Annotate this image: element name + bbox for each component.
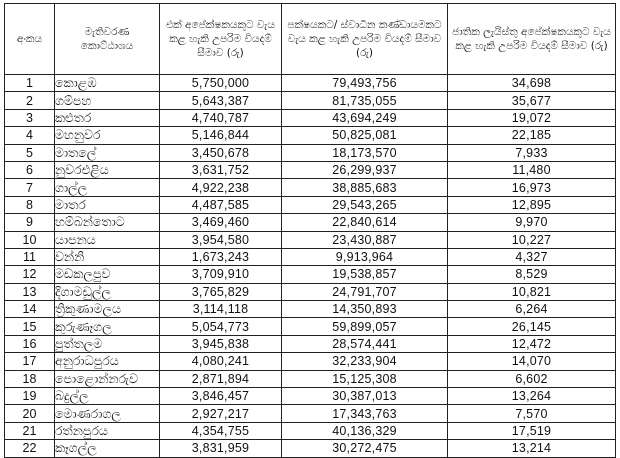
national-list-limit: 26,145: [448, 318, 616, 335]
party-limit: 38,885,683: [282, 179, 448, 196]
party-limit: 81,735,055: [282, 92, 448, 109]
header-party-limit: පක්ෂයකට/ ස්වාධීන කණ්ඩායමකට වැය කළ හැකි උපරිම වියදම් සීමාව (රු): [282, 4, 448, 75]
table-row: [5, 144, 616, 161]
district-name: නුවරඑළිය: [55, 161, 160, 178]
candidate-limit: 1,673,243: [160, 248, 282, 265]
party-limit: 14,350,893: [282, 301, 448, 318]
national-list-limit: 6,602: [448, 370, 616, 387]
district-name: පොළොන්නරුව: [55, 370, 160, 387]
district-name: දිගාමඩුල්ල: [55, 283, 160, 300]
row-number: 11: [5, 248, 55, 265]
district-name: මඩකලපුව: [55, 266, 160, 283]
row-number: 18: [5, 370, 55, 387]
row-number: 13: [5, 283, 55, 300]
table-row: [5, 422, 616, 439]
table-row: [5, 196, 616, 213]
table-row: [5, 127, 616, 144]
party-limit: 40,136,329: [282, 422, 448, 439]
district-name: මහනුවර: [55, 127, 160, 144]
party-limit: 59,899,057: [282, 318, 448, 335]
national-list-limit: 13,264: [448, 388, 616, 405]
candidate-limit: 4,487,585: [160, 196, 282, 213]
candidate-limit: 3,469,460: [160, 214, 282, 231]
party-limit: 30,387,013: [282, 388, 448, 405]
candidate-limit: 3,765,829: [160, 283, 282, 300]
table-row: [5, 214, 616, 231]
candidate-limit: 3,945,838: [160, 335, 282, 352]
candidate-limit: 3,450,678: [160, 144, 282, 161]
candidate-limit: 3,114,118: [160, 301, 282, 318]
table-row: [5, 440, 616, 457]
candidate-limit: 3,831,959: [160, 440, 282, 457]
candidate-limit: 3,631,752: [160, 161, 282, 178]
table-row: [5, 283, 616, 300]
party-limit: 26,299,937: [282, 161, 448, 178]
candidate-limit: 4,740,787: [160, 109, 282, 126]
row-number: 22: [5, 440, 55, 457]
district-name: මාතලේ: [55, 144, 160, 161]
candidate-limit: 4,354,755: [160, 422, 282, 439]
district-name: ගාල්ල: [55, 179, 160, 196]
district-name: පුත්තලම: [55, 335, 160, 352]
candidate-limit: 5,750,000: [160, 75, 282, 92]
district-name: ත්‍රිකුණාමලය: [55, 301, 160, 318]
row-number: 8: [5, 196, 55, 213]
candidate-limit: 4,922,238: [160, 179, 282, 196]
district-name: වන්නි: [55, 248, 160, 265]
national-list-limit: 16,973: [448, 179, 616, 196]
party-limit: 32,233,904: [282, 353, 448, 370]
candidate-limit: 3,954,580: [160, 231, 282, 248]
district-name: රත්නපුරය: [55, 422, 160, 439]
row-number: 16: [5, 335, 55, 352]
national-list-limit: 17,519: [448, 422, 616, 439]
table-row: [5, 75, 616, 92]
national-list-limit: 35,677: [448, 92, 616, 109]
row-number: 14: [5, 301, 55, 318]
national-list-limit: 13,214: [448, 440, 616, 457]
district-name: කුරුණෑගල: [55, 318, 160, 335]
candidate-limit: 5,054,773: [160, 318, 282, 335]
row-number: 7: [5, 179, 55, 196]
table-row: [5, 405, 616, 422]
party-limit: 29,543,265: [282, 196, 448, 213]
party-limit: 9,913,964: [282, 248, 448, 265]
candidate-limit: 3,709,910: [160, 266, 282, 283]
row-number: 4: [5, 127, 55, 144]
table-row: [5, 318, 616, 335]
party-limit: 22,840,614: [282, 214, 448, 231]
national-list-limit: 11,480: [448, 161, 616, 178]
table-row: [5, 335, 616, 352]
table-row: [5, 92, 616, 109]
party-limit: 17,343,763: [282, 405, 448, 422]
candidate-limit: 5,146,844: [160, 127, 282, 144]
party-limit: 24,791,707: [282, 283, 448, 300]
candidate-limit: 4,080,241: [160, 353, 282, 370]
table-row: [5, 370, 616, 387]
table-row: [5, 388, 616, 405]
row-number: 2: [5, 92, 55, 109]
row-number: 6: [5, 161, 55, 178]
document-page: [4, 3, 615, 458]
district-name: මාතර: [55, 196, 160, 213]
party-limit: 18,173,570: [282, 144, 448, 161]
table-row: [5, 353, 616, 370]
district-name: බදුල්ල: [55, 388, 160, 405]
header-district: මැතිවරණ කොට්ඨාශය: [55, 4, 160, 75]
row-number: 1: [5, 75, 55, 92]
row-number: 10: [5, 231, 55, 248]
table-body: [5, 75, 616, 458]
candidate-limit: 2,871,894: [160, 370, 282, 387]
header-candidate-limit: එක් අපේක්ෂකයකුට වැය කළ හැකි උපරිම වියදම් සීමාව (රු): [160, 4, 282, 75]
row-number: 5: [5, 144, 55, 161]
district-name: හම්බන්තොට: [55, 214, 160, 231]
national-list-limit: 7,933: [448, 144, 616, 161]
table-row: [5, 109, 616, 126]
table-row: [5, 301, 616, 318]
national-list-limit: 12,895: [448, 196, 616, 213]
national-list-limit: 10,227: [448, 231, 616, 248]
national-list-limit: 34,698: [448, 75, 616, 92]
row-number: 3: [5, 109, 55, 126]
national-list-limit: 9,970: [448, 214, 616, 231]
table-row: [5, 161, 616, 178]
national-list-limit: 14,070: [448, 353, 616, 370]
candidate-limit: 2,927,217: [160, 405, 282, 422]
table-row: [5, 266, 616, 283]
party-limit: 15,125,308: [282, 370, 448, 387]
candidate-limit: 3,846,457: [160, 388, 282, 405]
party-limit: 50,825,081: [282, 127, 448, 144]
table-row: [5, 231, 616, 248]
district-name: මොණරාගල: [55, 405, 160, 422]
district-name: අනුරාධපුරය: [55, 353, 160, 370]
table-row: [5, 248, 616, 265]
candidate-limit: 5,643,387: [160, 92, 282, 109]
header-row: [5, 4, 616, 75]
row-number: 20: [5, 405, 55, 422]
national-list-limit: 8,529: [448, 266, 616, 283]
header-national-list-limit: ජාතික ලැයිස්තු අපේක්ෂකයකුට වැය කළ හැකි උපරිම වියදම් සීමාව (රු): [448, 4, 616, 75]
district-name: යාපනය: [55, 231, 160, 248]
national-list-limit: 10,821: [448, 283, 616, 300]
national-list-limit: 6,264: [448, 301, 616, 318]
table-header: [5, 4, 616, 75]
party-limit: 79,493,756: [282, 75, 448, 92]
party-limit: 19,538,857: [282, 266, 448, 283]
national-list-limit: 22,185: [448, 127, 616, 144]
district-name: කොළඹ: [55, 75, 160, 92]
party-limit: 43,694,249: [282, 109, 448, 126]
district-name: කෑගල්ල: [55, 440, 160, 457]
national-list-limit: 19,072: [448, 109, 616, 126]
row-number: 21: [5, 422, 55, 439]
party-limit: 23,430,887: [282, 231, 448, 248]
district-name: ගම්පහ: [55, 92, 160, 109]
national-list-limit: 12,472: [448, 335, 616, 352]
row-number: 12: [5, 266, 55, 283]
district-name: කළුතර: [55, 109, 160, 126]
national-list-limit: 7,570: [448, 405, 616, 422]
party-limit: 30,272,475: [282, 440, 448, 457]
party-limit: 28,574,441: [282, 335, 448, 352]
header-number: අංකය: [5, 4, 55, 75]
row-number: 9: [5, 214, 55, 231]
table-row: [5, 179, 616, 196]
national-list-limit: 4,327: [448, 248, 616, 265]
row-number: 17: [5, 353, 55, 370]
spending-limits-table: [4, 3, 616, 458]
row-number: 15: [5, 318, 55, 335]
row-number: 19: [5, 388, 55, 405]
